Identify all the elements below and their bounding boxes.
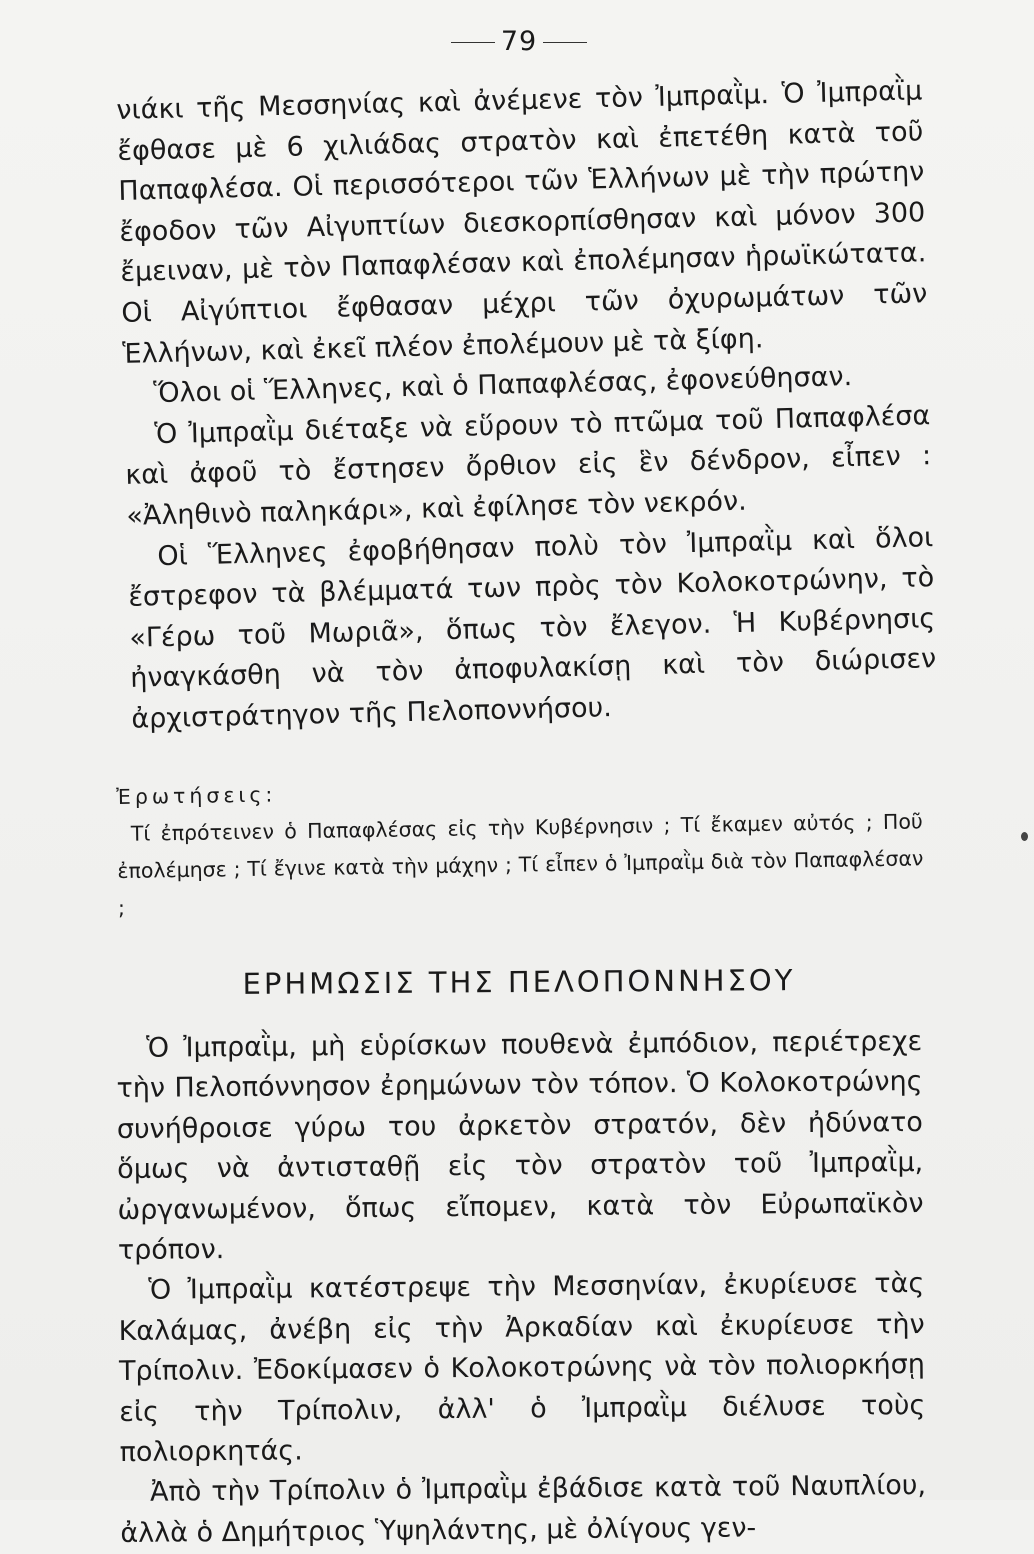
page-number	[116, 26, 922, 57]
paragraph: Ὅλοι οἱ Ἕλληνες, καὶ ὁ Παπαφλέσας, ἐφονεύθησαν.	[153, 361, 853, 410]
paragraph: Οἱ Ἕλληνες ἐφοβήθησαν πολὺ τὸν Ἰμπραῒμ καὶ ὅλοι ἔστρεφον τὰ βλέμματά των πρὸς τὸν Κολοκοτρώνην, τὸ «Γέρω τοῦ Μωριᾶ», ὅπως τὸν ἔλεγον. Ἡ Κυβέρνησις ἠναγκάσθη νὰ τὸν ἀποφυλακίσῃ καὶ τὸν διώρισεν ἀρχιστράτηγον τῆς Πελοποννήσου.	[127, 521, 937, 735]
right-dash	[543, 42, 587, 43]
section-text	[116, 1021, 927, 1553]
paragraph: Ἀπὸ τὴν Τρίπολιν ὁ Ἰμπραῒμ ἐβάδισε κατὰ τοῦ Ναυπλίου, ἀλλὰ ὁ Δημήτριος Ὑψηλάντης, μὲ ὀλίγους γεν-	[120, 1469, 927, 1549]
questions-text: Τί ἐπρότεινεν ὁ Παπαφλέσας εἰς τὴν Κυβέρνησιν ; Τί ἔκαμεν αὐτός ; Ποῦ ἐπολέμησε ; Τί ἔγινε κατὰ τὴν μάχην ; Τί εἶπεν ὁ Ἰμπραῒμ διὰ τὸν Παπαφλέσαν ;	[117, 808, 924, 920]
section-title: ΕΡΗΜΩΣΙΣ ΤΗΣ ΠΕΛΟΠΟΝΝΗΣΟΥ	[242, 962, 796, 1001]
paragraph: Ὁ Ἰμπραῒμ, μὴ εὑρίσκων πουθενὰ ἐμπόδιον, περιέτρεχε τὴν Πελοπόννησον ἐρημώνων τὸν τόπον. Ὁ Κολοκοτρώνης συνήθροισε γύρω του ἀρκετὸν στρατόν, δὲν ἠδύνατο ὅμως νὰ ἀντισταθῇ εἰς τὸν στρατὸν τοῦ Ἰμπραῒμ, ὠργανωμένον, ὅπως εἴπομεν, κατὰ τὸν Εὐρωπαϊκὸν τρόπον.	[116, 1025, 924, 1266]
main-text	[116, 71, 938, 740]
paragraph-continuation: νιάκι τῆς Μεσσηνίας καὶ ἀνέμενε τὸν Ἰμπραῒμ. Ὁ Ἰμπραῒμ ἔφθασε μὲ 6 χιλιάδας στρατὸν καὶ ἐπετέθη κατὰ τοῦ Παπαφλέσα. Οἱ περισσότεροι τῶν Ἑλλήνων μὲ τὴν πρώτην ἔφοδον τῶν Αἰγυπτίων διεσκορπίσθησαν καὶ μόνον 300 ἔμειναν, μὲ τὸν Παπαφλέσαν καὶ ἐπολέμησαν ἡρωϊκώτατα. Οἱ Αἰγύπτιοι ἔφθασαν μέχρι τῶν ὀχυρωμάτων τῶν Ἑλλήνων, καὶ ἐκεῖ πλέον ἐπολέμουν μὲ τὰ ξίφη.	[116, 75, 928, 370]
page-number-value: 79	[500, 26, 538, 57]
paragraph: Ὁ Ἰμπραῒμ διέταξε νὰ εὕρουν τὸ πτῶμα τοῦ Παπαφλέσα καὶ ἀφοῦ τὸ ἔστησεν ὄρθιον εἰς ἓν δένδρον, εἶπεν : «Ἀληθινὸ παληκάρι», καὶ ἐφίλησε τὸν νεκρόν.	[125, 399, 932, 532]
questions-heading: Ἐρωτήσεις:	[116, 781, 277, 809]
paragraph: Ὁ Ἰμπραῒμ κατέστρεψε τὴν Μεσσηνίαν, ἐκυρίευσε τὰς Καλάμας, ἀνέβη εἰς τὴν Ἀρκαδίαν καὶ ἐκυρίευσε τὴν Τρίπολιν. Ἐδοκίμασεν ὁ Κολοκοτρώνης νὰ τὸν πολιορκήσῃ εἰς τὴν Τρίπολιν, ἀλλ' ὁ Ἰμπραῒμ διέλυσε τοὺς πολιορκητάς.	[118, 1267, 926, 1468]
left-dash	[451, 42, 495, 43]
questions-block	[116, 766, 924, 927]
ink-speck	[1021, 832, 1028, 841]
